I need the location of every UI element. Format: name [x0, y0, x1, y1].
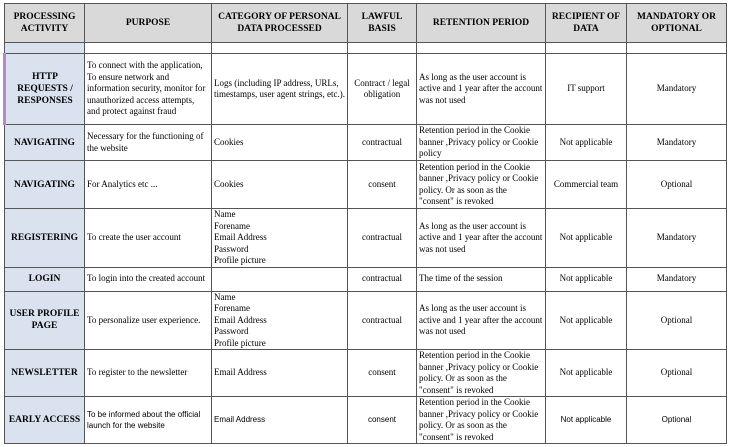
category-item: Logs (including IP address, URLs, timestamps, user agent strings, etc.). — [214, 77, 345, 99]
header-row — [5, 4, 727, 43]
header-lawful-basis: LAWFUL BASIS — [348, 4, 417, 43]
spacer-cell — [348, 43, 417, 54]
purpose-cell: To register to the newsletter — [85, 350, 212, 397]
purpose-cell: To personalize user experience. — [85, 291, 212, 350]
recipient-cell: Commercial team — [546, 161, 627, 209]
mandatory-cell: Optional — [627, 397, 727, 444]
category-item: Password — [214, 326, 249, 336]
table-row — [5, 209, 727, 268]
category-item: Name — [214, 291, 236, 302]
lawful-basis-cell: Contract / legal obligation — [348, 54, 417, 125]
category-cell — [212, 161, 348, 209]
category-item: Email Address — [214, 367, 267, 378]
table-row — [5, 161, 727, 209]
purpose-cell: To create the user account — [85, 209, 212, 268]
mandatory-cell: Optional — [627, 161, 727, 209]
lawful-basis-cell: consent — [348, 397, 417, 444]
activity-cell: USER PROFILE PAGE — [5, 291, 85, 350]
category-item: Email Address — [214, 232, 267, 242]
category-cell — [212, 209, 348, 268]
table-row — [5, 267, 727, 291]
spacer-cell — [5, 43, 85, 54]
lawful-basis-cell: contractual — [348, 267, 417, 291]
recipient-cell: Not applicable — [546, 267, 627, 291]
retention-cell: Retention period in the Cookie banner ,Privacy policy or Cookie policy. Or as soon as the "consent" is revoked — [417, 161, 546, 209]
purpose-cell: To connect with the application, To ensure network and information security, monitor for unauthorized access attempts, and protect against fraud — [85, 54, 212, 125]
category-item: Name — [214, 209, 236, 219]
header-activity: PROCESSING ACTIVITY — [5, 4, 85, 43]
mandatory-cell: Mandatory — [627, 54, 727, 125]
mandatory-cell: Mandatory — [627, 209, 727, 268]
recipient-cell: Not applicable — [546, 209, 627, 268]
purpose-cell: For Analytics etc ... — [85, 161, 212, 209]
activity-cell: NAVIGATING — [5, 161, 85, 209]
table-row — [5, 291, 727, 350]
purpose-cell: Necessary for the functioning of the website — [85, 125, 212, 161]
recipient-cell: Not applicable — [546, 350, 627, 397]
activity-cell: NEWSLETTER — [5, 350, 85, 397]
table-row — [5, 397, 727, 444]
retention-cell: Retention period in the Cookie banner ,Privacy policy or Cookie policy — [417, 125, 546, 161]
mandatory-cell: Mandatory — [627, 267, 727, 291]
category-item: Email Address — [214, 314, 267, 325]
purpose-cell: To login into the created account — [85, 267, 212, 291]
activity-cell: EARLY ACCESS — [5, 397, 85, 444]
retention-cell: As long as the user account is active and 1 year after the account was not used — [417, 209, 546, 268]
mandatory-cell: Mandatory — [627, 125, 727, 161]
lawful-basis-cell: contractual — [348, 125, 417, 161]
header-recipient: RECIPIENT OF DATA — [546, 4, 627, 43]
category-cell — [212, 267, 348, 291]
header-retention: RETENTION PERIOD — [417, 4, 546, 43]
recipient-cell: IT support — [546, 54, 627, 125]
recipient-cell: Not applicable — [546, 291, 627, 350]
category-item: Cookies — [214, 178, 244, 189]
lawful-basis-cell: consent — [348, 161, 417, 209]
spacer-cell — [627, 43, 727, 54]
category-item: Profile picture — [214, 337, 266, 348]
table-row — [5, 125, 727, 161]
category-item: Profile picture — [214, 255, 266, 265]
category-item: Cookies — [214, 136, 244, 147]
spacer-cell — [417, 43, 546, 54]
spacer-cell — [546, 43, 627, 54]
mandatory-cell: Optional — [627, 350, 727, 397]
category-cell — [212, 291, 348, 350]
header-category: CATEGORY OF PERSONAL DATA PROCESSED — [212, 4, 348, 43]
category-cell — [212, 54, 348, 125]
processing-table — [3, 3, 727, 444]
lawful-basis-cell: consent — [348, 350, 417, 397]
table-row — [5, 350, 727, 397]
recipient-cell: Not applicable — [546, 397, 627, 444]
category-cell — [212, 125, 348, 161]
category-cell — [212, 350, 348, 397]
spacer-row — [5, 43, 727, 54]
lawful-basis-cell: contractual — [348, 291, 417, 350]
retention-cell: As long as the user account is active and 1 year after the account was not used — [417, 54, 546, 125]
retention-cell: Retention period in the Cookie banner ,Privacy policy or Cookie policy. Or as soon as the "consent" is revoked — [417, 397, 546, 444]
category-item: Password — [214, 243, 249, 254]
recipient-cell: Not applicable — [546, 125, 627, 161]
header-mandatory: MANDATORY OR OPTIONAL — [627, 4, 727, 43]
spacer-cell — [212, 43, 348, 54]
spacer-cell — [85, 43, 212, 54]
processing-register — [3, 3, 725, 444]
header-purpose: PURPOSE — [85, 4, 212, 43]
retention-cell: Retention period in the Cookie banner ,Privacy policy or Cookie policy. Or as soon as the "consent" is revoked — [417, 350, 546, 397]
category-cell — [212, 397, 348, 444]
table-row — [5, 54, 727, 125]
category-item: Forename — [214, 220, 250, 231]
activity-cell: LOGIN — [5, 267, 85, 291]
retention-cell: The time of the session — [417, 267, 546, 291]
activity-cell: NAVIGATING — [5, 125, 85, 161]
activity-cell: REGISTERING — [5, 209, 85, 268]
category-item: Forename — [214, 303, 250, 313]
lawful-basis-cell: contractual — [348, 209, 417, 268]
mandatory-cell: Optional — [627, 291, 727, 350]
activity-cell: HTTP REQUESTS / RESPONSES — [5, 54, 85, 125]
purpose-cell: To be informed about the official launch for the website — [85, 397, 212, 444]
category-item: Email Address — [214, 415, 266, 425]
retention-cell: As long as the user account is active and 1 year after the account was not used — [417, 291, 546, 350]
